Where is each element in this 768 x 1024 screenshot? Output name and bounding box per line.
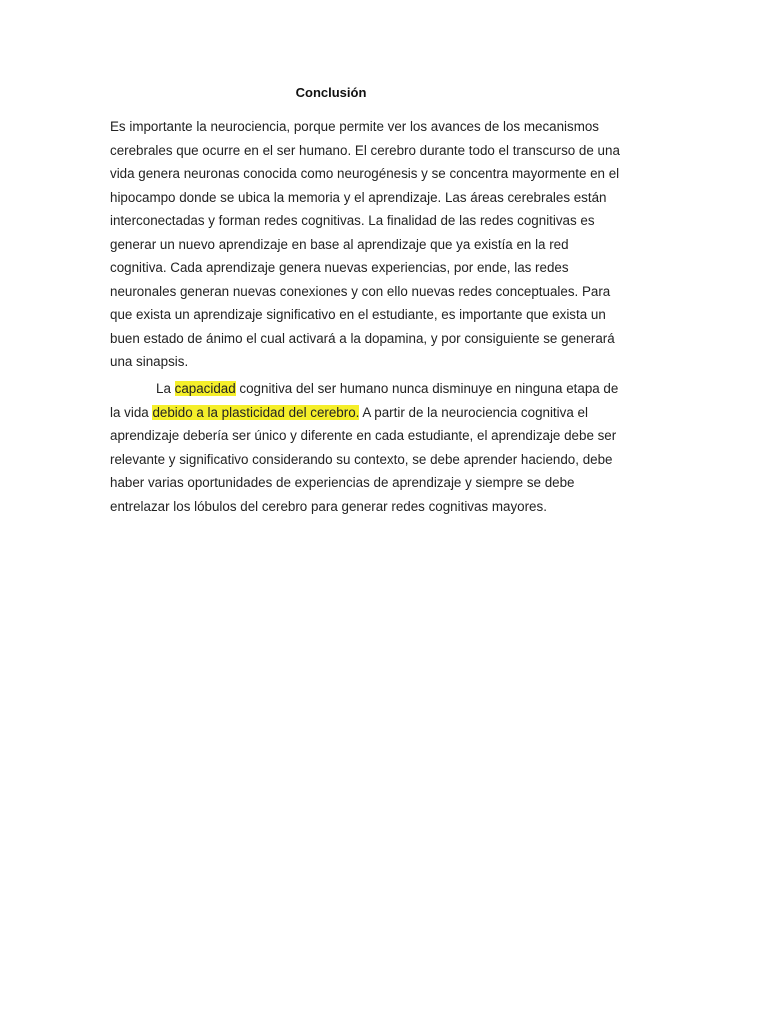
text-run: la vida bbox=[110, 404, 153, 420]
paragraph-line: neuronales generan nuevas conexiones y con ello nuevas redes conceptuales. Para bbox=[110, 283, 611, 299]
paragraph-line: vida genera neuronas conocida como neurogénesis y se concentra mayormente en el bbox=[110, 166, 620, 181]
paragraph-line: aprendizaje debería ser único y diferente en cada estudiante, el aprendizaje debe ser bbox=[110, 428, 617, 443]
paragraph-line: generar un nuevo aprendizaje en base al aprendizaje que ya existía en la red bbox=[110, 236, 569, 252]
paragraph-line: hipocampo donde se ubica la memoria y el aprendizaje. Las áreas cerebrales están bbox=[110, 189, 607, 205]
text-run: cognitiva del ser humano nunca disminuye en ninguna etapa de bbox=[235, 381, 619, 396]
paragraph-line bbox=[110, 401, 670, 425]
paragraph-1 bbox=[110, 115, 670, 374]
paragraph-line: interconectadas y forman redes cognitivas. La finalidad de las redes cognitivas es bbox=[110, 213, 595, 228]
text-run: A partir de la neurociencia cognitiva el bbox=[359, 404, 588, 420]
highlighted-text: debido a la plasticidad del cerebro. bbox=[152, 404, 360, 420]
paragraph-line bbox=[110, 377, 670, 401]
highlighted-text: capacidad bbox=[174, 381, 236, 396]
text-run: La bbox=[156, 381, 175, 396]
paragraph-line: relevante y significativo considerando su contexto, se debe aprender haciendo, debe bbox=[110, 451, 613, 467]
paragraph-line: Es importante la neurociencia, porque permite ver los avances de los mecanismos bbox=[110, 119, 600, 134]
paragraph-line: que exista un aprendizaje significativo en el estudiante, es importante que exista un bbox=[110, 307, 606, 322]
paragraph-line: buen estado de ánimo el cual activará a la dopamina, y por consiguiente se generará bbox=[110, 330, 615, 346]
paragraph-line: haber varias oportunidades de experiencias de aprendizaje y siempre se debe bbox=[110, 475, 575, 490]
paragraph-line: cognitiva. Cada aprendizaje genera nuevas experiencias, por ende, las redes bbox=[110, 260, 569, 275]
paragraph-line: cerebrales que ocurre en el ser humano. El cerebro durante todo el transcurso de una bbox=[110, 142, 620, 158]
paragraph-line: una sinapsis. bbox=[110, 354, 189, 369]
paragraph-2 bbox=[110, 377, 670, 518]
paragraph-line: entrelazar los lóbulos del cerebro para generar redes cognitivas mayores. bbox=[110, 498, 547, 514]
document-title: Conclusión bbox=[295, 85, 367, 100]
